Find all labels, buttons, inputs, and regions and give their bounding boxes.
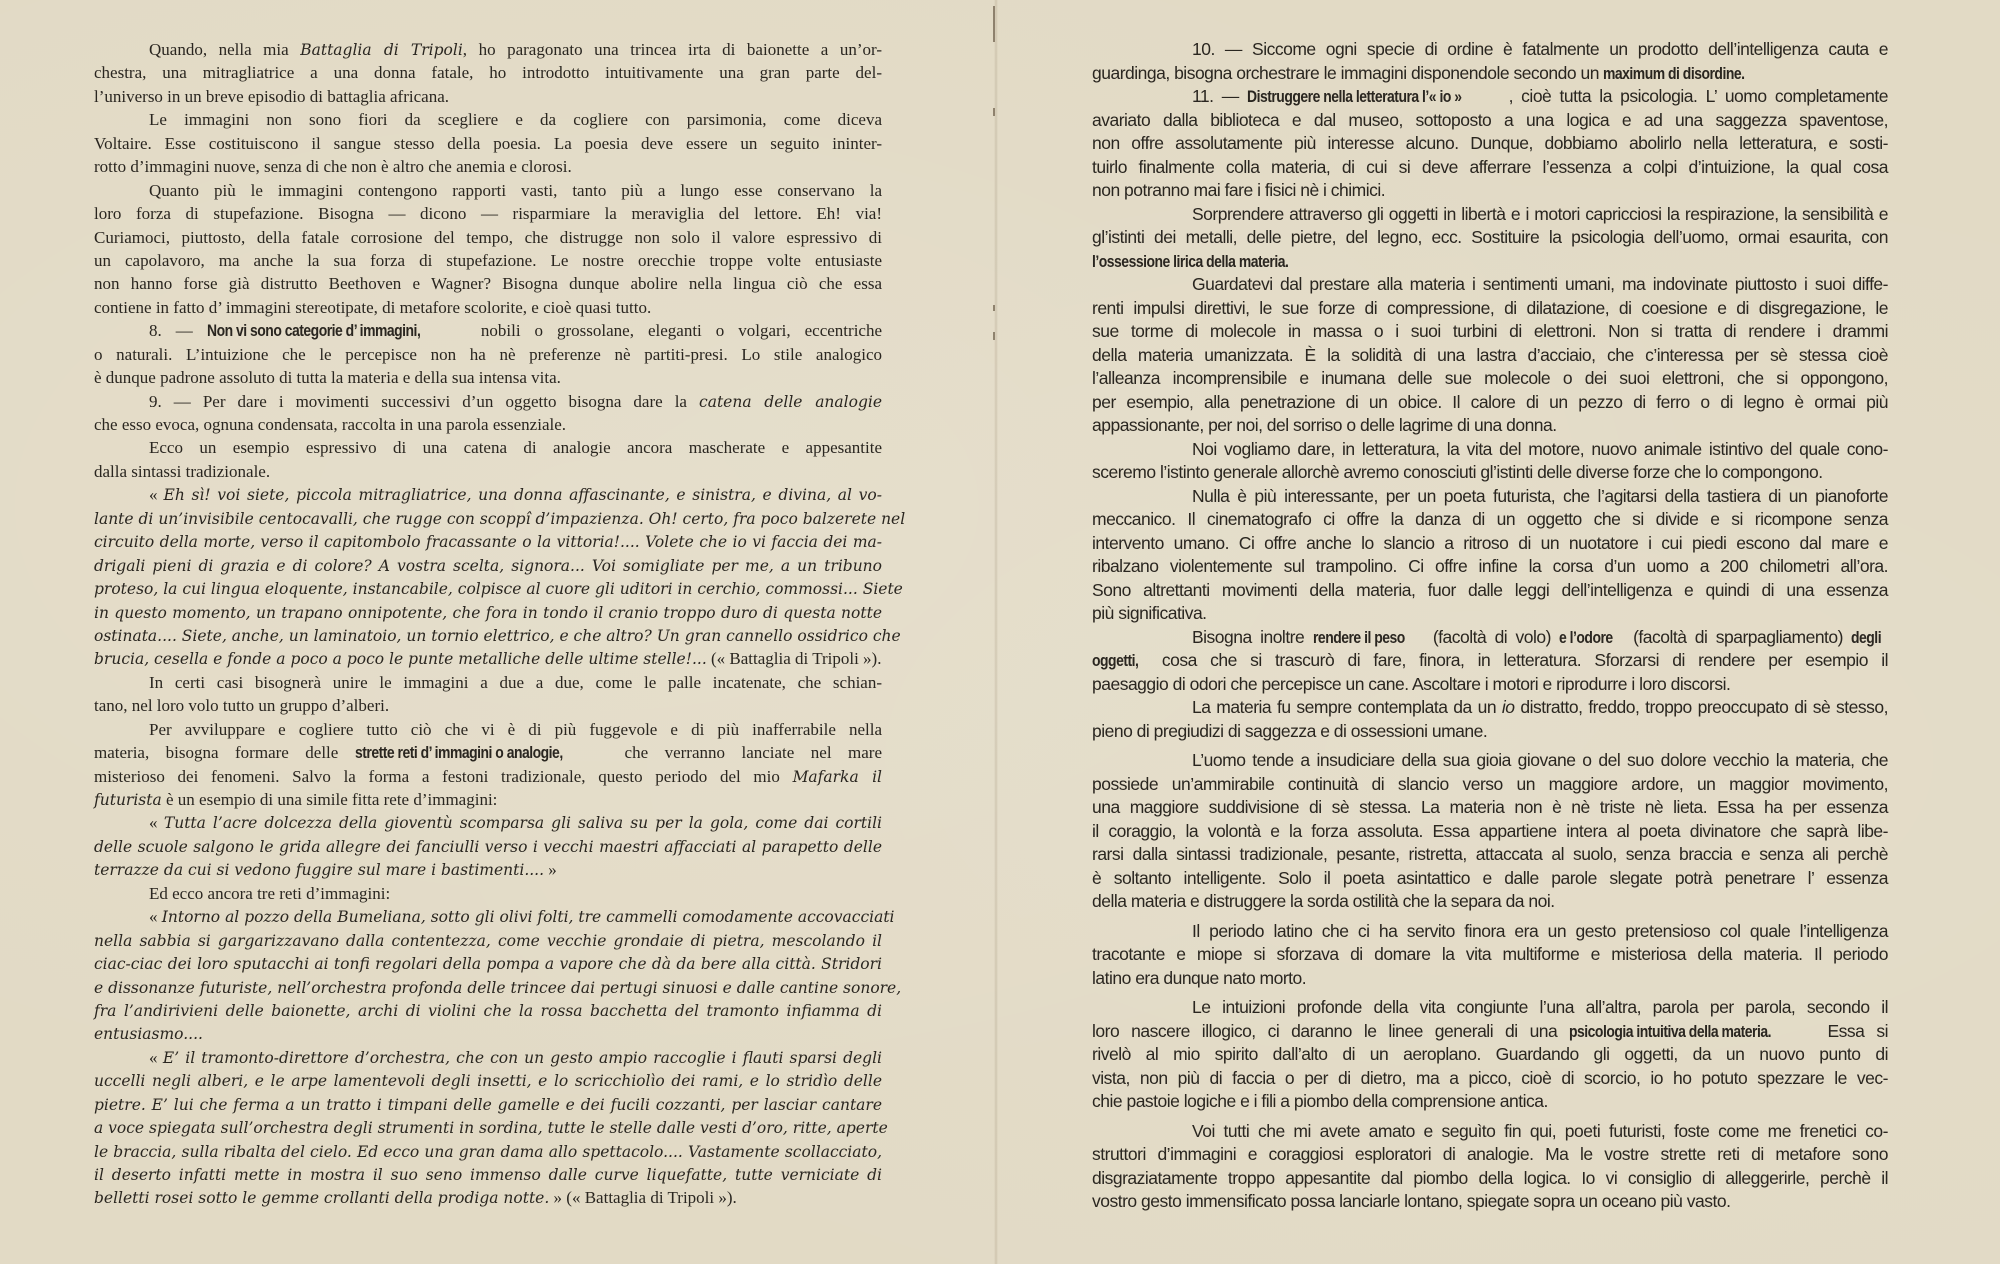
text-line	[94, 272, 882, 295]
text-line	[94, 85, 882, 108]
text-line	[1092, 843, 1888, 867]
text-run: contiene in fatto d’ immagini stereotipate, di metafore scolorite, e cioè quasi tutto.	[94, 297, 652, 317]
text-run: chestra, una mitragliatrice a una donna fatale, ho introdotto intuitivamente una gran parte del-	[94, 63, 882, 83]
text-line	[94, 319, 882, 342]
text-run: è dunque padrone assoluto di tutta la materia e della sua intensa vita.	[94, 368, 561, 388]
italic-text: a voce spiegata sull’orchestra degli strumenti in sordina, tutte le stelle dalle vesti d’oro, ritte, aperte	[94, 1119, 888, 1138]
text-run: sceremo l’istinto generale allorchè avremo conosciuti gl’istinti delle diverse forze che lo compongono.	[1092, 462, 1823, 482]
text-line	[1092, 1190, 1888, 1214]
text-line	[94, 390, 882, 413]
text-line	[1092, 967, 1888, 991]
text-line	[1092, 1143, 1888, 1167]
text-line	[1092, 226, 1888, 250]
text-line	[1092, 132, 1888, 156]
text-run: Per avviluppare e cogliere tutto ciò che vi è di più fuggevole e di più inafferrabile nella	[149, 719, 882, 739]
italic-text: uccelli negli alberi, e le arpe lamentevoli degli insetti, e lo scricchiolìo dei rami, e lo stridìo delle	[94, 1072, 882, 1091]
text-run: che esso evoca, ognuna condensata, raccolta in una parola essenziale.	[94, 415, 567, 434]
text-line	[1092, 367, 1888, 391]
italic-text: entusiasmo....	[94, 1025, 203, 1044]
paragraph	[94, 483, 906, 671]
italic-text: belletti rosei sotto le gemme crollanti della prodiga notte.	[94, 1189, 550, 1208]
text-run: Ed ecco ancora tre reti d’immagini:	[149, 883, 391, 903]
left-page	[94, 38, 906, 1210]
text-line	[94, 647, 882, 670]
italic-text: futurista	[94, 791, 162, 809]
bold-emphasis: rendere il peso	[1312, 627, 1405, 647]
text-line	[94, 765, 882, 788]
text-run: paesaggio di odori che percepisce un cane. Ascoltare i motori e riprodurre i loro discorsi.	[1092, 673, 1731, 694]
paragraph	[1092, 485, 1888, 626]
text-line	[1092, 344, 1888, 368]
bold-emphasis: oggetti,	[1092, 651, 1139, 670]
text-line	[94, 858, 882, 881]
text-run: pieno di pregiudizi di saggezza e di ossessioni umane.	[1092, 720, 1488, 741]
text-line	[94, 1163, 882, 1186]
bold-emphasis: maximum di disordine.	[1603, 63, 1745, 83]
text-line	[94, 999, 882, 1022]
bold-emphasis: strette reti d’ immagini o analogie,	[354, 743, 563, 763]
italic-text: fra l’andirivieni delle baionette, archi di violini che la rossa bacchetta del tramonto infiamma di	[94, 1001, 882, 1020]
text-line	[94, 694, 882, 717]
italic-text: Tutta l’acre dolcezza della gioventù scomparsa gli saliva su per la gola, come dai cortili	[163, 814, 882, 833]
text-run: Guardatevi dal prestare alla materia i sentimenti umani, ma indovinate piuttosto i suoi diffe-	[1192, 274, 1888, 294]
paragraph	[1092, 38, 1888, 85]
text-run: »	[544, 860, 557, 880]
text-run: è un esempio di una simile fitta rete d’immagini:	[161, 790, 498, 809]
text-line	[1092, 1090, 1888, 1114]
text-line	[94, 929, 882, 952]
text-line	[1092, 414, 1888, 438]
text-run: è soltanto intelligente. Solo il poeta asintattico e dalle parole slegate potrà penetrare l’ essenza	[1092, 867, 1888, 888]
paragraph	[94, 390, 882, 437]
italic-text: Battaglia di Tripoli	[300, 41, 463, 59]
text-run: La materia fu sempre contemplata da un	[1192, 697, 1502, 717]
text-line	[94, 835, 882, 858]
text-run: materia, bisogna formare delle	[94, 743, 355, 763]
italic-text: terrazze da cui si vedono fuggire sul mare i bastimenti....	[94, 861, 545, 880]
text-line	[1092, 649, 1888, 673]
bold-emphasis: Non vi sono categorie d’ immagini,	[206, 321, 421, 341]
text-line	[94, 530, 882, 553]
text-run: non offre assolutamente più interesse alcuno. Dunque, dobbiamo abolirlo nella letteratura, e sosti-	[1092, 133, 1888, 153]
text-run: dalla sintassi tradizionale.	[94, 461, 271, 481]
text-line	[94, 202, 882, 225]
text-run: 9. — Per dare i movimenti successivi d’un oggetto bisogna dare la	[149, 391, 700, 411]
text-line	[1092, 867, 1888, 891]
paragraph	[1092, 696, 1888, 743]
text-line	[94, 1140, 882, 1163]
italic-text: proteso, la cui lingua eloquente, instancabile, colpisce al cuore gli uditori in cerchio, commossi... Siete	[94, 580, 903, 599]
text-line	[1092, 1020, 1888, 1044]
italic-text: ostinata.... Siete, anche, un laminatoio, un tornio elettrico, e che altro? Un gran cannello ossidrico che	[94, 626, 901, 645]
text-run: rotto d’immagini nuove, senza di che non è altro che anemia e clorosi.	[94, 157, 572, 177]
text-line	[1092, 943, 1888, 967]
text-run: della materia umanizzata. È la solidità di una lastra d’acciaio, che c’interessa per sè stessa cioè	[1092, 344, 1888, 365]
text-run: Ecco un esempio espressivo di una catena di analogie ancora mascherate e appesantite	[149, 438, 882, 458]
text-run: meccanico. Il cinematografo ci offre la danza di un oggetto che si divide e si ricompone senza	[1092, 509, 1888, 529]
text-line	[1092, 749, 1888, 773]
text-run: Sono altrettanti movimenti della materia, fuor dalle leggi dell’intelligenza e quindi di una essenza	[1092, 579, 1888, 600]
text-line	[94, 905, 895, 928]
text-run: vista, non più di faccia o per di dietro, ma a picco, cioè di scorcio, io ho potuto spezzare le vec-	[1092, 1067, 1888, 1088]
paragraph	[1092, 438, 1888, 485]
fold-mark	[993, 332, 995, 340]
text-run: Nulla è più interessante, per un poeta futurista, che l’agitarsi della tastiera di un pianoforte	[1192, 485, 1888, 506]
text-line	[94, 718, 882, 741]
text-line	[94, 601, 882, 624]
text-line	[1092, 626, 1888, 650]
text-line	[94, 671, 882, 694]
text-line	[1092, 602, 1888, 626]
text-run: , cioè tutta la psicologia. L’ uomo completamente	[1508, 86, 1888, 106]
text-run: Voi tutti che mi avete amato e seguìto fin qui, poeti futuristi, foste come me frenetici co-	[1192, 1120, 1888, 1141]
text-run: per esempio, alla penetrazione di un obice. Il calore di un pezzo di ferro o di legno è ormai più	[1092, 391, 1888, 412]
paragraph	[94, 671, 882, 718]
text-run: appassionante, per noi, del sorriso o delle lagrime di una donna.	[1092, 415, 1557, 435]
text-run: ribalzano violentemente sul trampolino. Ci offre infine la corsa d’un uomo a 200 chilometri all’ora.	[1092, 556, 1888, 576]
text-line	[94, 952, 882, 975]
text-line	[1092, 438, 1888, 462]
text-run: più significativa.	[1092, 603, 1207, 623]
text-line	[94, 155, 882, 178]
text-line	[94, 624, 901, 647]
text-run: In certi casi bisognerà unire le immagini a due a due, come le palle incatenate, che schian-	[149, 672, 882, 692]
paragraph	[94, 179, 882, 320]
bold-emphasis: psicologia intuitiva della materia.	[1569, 1021, 1772, 1041]
paragraph	[1092, 920, 1888, 991]
text-run: Curiamoci, piuttosto, della fatale corrosione del tempo, che distrugge non solo il valore espressivo di	[94, 227, 882, 247]
text-run: Voltaire. Esse costituiscono il sangue stesso della poesia. La poesia deve essere un seguito ininter-	[94, 133, 882, 153]
paragraph	[1092, 626, 1888, 697]
text-run: distratto, freddo, troppo preoccupato di sè stesso,	[1514, 697, 1888, 717]
text-line	[1092, 485, 1888, 509]
text-run: 10. — Siccome ogni specie di ordine è fatalmente un prodotto dell’intelligenza cauta e	[1192, 39, 1888, 59]
paragraph	[94, 811, 882, 881]
bold-emphasis: degli	[1851, 627, 1882, 647]
text-run: «	[149, 485, 164, 505]
bold-emphasis: Distruggere nella letteratura l’« io »	[1247, 87, 1462, 106]
text-line	[1092, 920, 1888, 944]
text-line	[1092, 579, 1888, 603]
text-line	[1092, 461, 1888, 485]
text-run: non hanno forse già distrutto Beethoven e Wagner? Bisogna dunque abolire nella lingua ciò che essa	[94, 274, 882, 294]
italic-text: circuito della morte, verso il capitombolo fracassante o la vittoria!.... Volete che io vi faccia dei ma-	[94, 533, 882, 552]
text-line	[1092, 109, 1888, 133]
text-line	[94, 577, 903, 600]
text-run: misterioso dei fenomeni. Salvo la forma a festoni tradizionale, questo periodo del mio	[94, 766, 793, 786]
text-line	[1092, 250, 1888, 274]
text-line	[94, 1116, 888, 1139]
text-run: un capolavoro, ma anche la sua forza di stupefazione. Le nostre orecchie troppe volte entusiaste	[94, 250, 882, 270]
text-run: » (« Battaglia di Tripoli »).	[549, 1188, 737, 1208]
text-run: Sorprendere attraverso gli oggetti in libertà e i motori capricciosi la respirazione, la sensibilità e	[1192, 203, 1888, 224]
text-line	[1092, 996, 1888, 1020]
text-run: che verranno lanciate nel mare	[608, 743, 882, 763]
text-line	[94, 741, 882, 764]
text-run: Noi vogliamo dare, in letteratura, la vita del motore, nuovo animale istintivo del quale cono-	[1192, 438, 1888, 459]
text-run: disgraziatamente troppo appesantite dal piombo della logica. Io vi consiglio di alleggerirle, perchè il	[1092, 1167, 1888, 1188]
text-run: rarsi dalla sintassi tradizionale, pesante, ristretta, attaccata al suolo, senza braccia e senza ali perchè	[1092, 844, 1888, 864]
paragraph	[1092, 85, 1888, 203]
text-line	[1092, 273, 1888, 297]
text-run: vostro gesto immensificato possa lanciarle lontano, spiegate sopra un oceano più vasto.	[1092, 1191, 1731, 1211]
text-line	[94, 554, 882, 577]
text-run: l’alleanza incomprensibile e inumana delle sue molecole o dei suoi elettroni, che si oppongono,	[1092, 368, 1888, 388]
text-line	[94, 788, 882, 811]
text-line	[94, 1186, 882, 1209]
text-line	[94, 882, 882, 905]
italic-text: io	[1501, 697, 1515, 717]
text-line	[94, 1093, 882, 1116]
text-run: latino era dunque nato morto.	[1092, 967, 1307, 988]
text-run: nobili o grossolane, eleganti o volgari, eccentriche	[466, 321, 883, 341]
italic-text: brucia, cesella e fonde a poco a poco le punte metalliche delle ultime stelle!...	[94, 650, 707, 669]
text-run: il coraggio, la volontà e la forza assoluta. Essa appartiene intera al poeta divinatore che saprà libe-	[1092, 820, 1888, 841]
text-line	[1092, 62, 1888, 86]
paragraph	[94, 905, 902, 1046]
center-fold	[994, 0, 998, 1264]
right-page	[1092, 38, 1888, 1214]
bold-emphasis: l’ossessione lirica della materia.	[1092, 251, 1289, 271]
text-line	[1092, 1043, 1888, 1067]
text-run: loro forza di stupefazione. Bisogna — dicono — risparmiare la meraviglia del lettore. Eh! via!	[94, 204, 882, 224]
text-run: Le immagini non sono fiori da scegliere e da cogliere con parsimonia, come diceva	[149, 110, 882, 130]
text-line	[94, 343, 882, 366]
text-line	[1092, 796, 1888, 820]
text-line	[94, 413, 882, 436]
italic-text: catena delle analogie	[699, 392, 883, 411]
text-line	[94, 483, 882, 506]
paragraph	[94, 1046, 888, 1210]
text-line	[94, 249, 882, 272]
text-run: Bisogna inoltre	[1192, 626, 1313, 647]
text-line	[1092, 508, 1888, 532]
text-run: avariato dalla biblioteca e dal museo, sottoposto a una logica e ad una saggezza spaventose,	[1092, 109, 1888, 130]
text-line	[94, 460, 882, 483]
text-run: «	[149, 813, 164, 833]
text-run: tuirlo finalmente colla materia, di cui si deve afferrare l’essenza a colpi d’intuizione, la qual cosa	[1092, 156, 1888, 177]
text-line	[1092, 532, 1888, 556]
italic-text: Mafarka il	[792, 767, 882, 786]
text-line	[1092, 720, 1888, 744]
text-line	[1092, 555, 1888, 579]
text-run: 11. —	[1192, 86, 1247, 106]
text-line	[1092, 156, 1888, 180]
italic-text: lante di un’invisibile centocavalli, che rugge con scoppî d’impazienza. Oh! certo, fra poco balzerete nel	[94, 509, 906, 528]
text-run: gl’istinti dei metalli, delle pietre, del legno, ecc. Sostituire la psicologia dell’uomo, ormai esaurita, con	[1092, 227, 1888, 247]
text-line	[94, 1046, 882, 1069]
text-line	[1092, 773, 1888, 797]
text-run: , ho paragonato una trincea irta di baionette a un’or-	[462, 40, 882, 59]
text-run: (« Battaglia di Tripoli »).	[706, 649, 882, 669]
text-line	[1092, 1120, 1888, 1144]
italic-text: drigali pieni di grazia e di colore? A vostra scelta, signora... Voi somigliate per me, a un tribuno	[94, 556, 882, 575]
text-line	[94, 61, 882, 84]
italic-text: nella sabbia si gargarizzavano dalla contentezza, come vecchie grondaie di pietra, mescolando il	[94, 931, 882, 950]
paragraph	[1092, 203, 1888, 274]
text-line	[94, 811, 882, 834]
text-line	[94, 179, 882, 202]
text-line	[1092, 320, 1888, 344]
italic-text: e dissonanze futuriste, nell’orchestra profonda delle trincee dai pertugi sinuosi e dalle cantine sonore,	[94, 978, 902, 997]
text-run: Quando, nella mia	[149, 40, 301, 59]
text-line	[1092, 297, 1888, 321]
text-line	[1092, 38, 1888, 62]
text-line	[94, 436, 882, 459]
paragraph	[1092, 1120, 1888, 1214]
paragraph	[1092, 749, 1888, 914]
text-line	[1092, 820, 1888, 844]
paragraph	[94, 718, 882, 812]
paragraph	[94, 108, 882, 178]
italic-text: delle scuole salgono le grida allegre dei fanciulli verso i vecchi maestri affacciati al parapetto delle	[94, 837, 882, 856]
text-line	[1092, 1067, 1888, 1091]
text-line	[1092, 1167, 1888, 1191]
text-line	[1092, 696, 1888, 720]
paragraph	[94, 38, 882, 108]
text-line	[94, 507, 906, 530]
italic-text: il deserto infatti mette in mostra il suo seno immenso dalle curve liquefatte, tutte verniciate di	[94, 1166, 882, 1184]
italic-text: pietre. E’ lui che ferma a un tratto i timpani delle gamelle e dei fucili cozzanti, per lasciar cantare	[94, 1095, 882, 1114]
paragraph	[1092, 996, 1888, 1114]
text-line	[1092, 203, 1888, 227]
italic-text: le braccia, sulla ribalta del cielo. Ed ecco una gran dama allo spettacolo.... Vastamente scollacciato,	[94, 1142, 882, 1161]
text-run: Essa si	[1815, 1020, 1888, 1041]
text-line	[94, 38, 882, 61]
text-line	[94, 976, 902, 999]
fold-mark	[993, 6, 995, 42]
text-line	[1092, 673, 1888, 697]
text-run: tano, nel loro volo tutto un gruppo d’alberi.	[94, 696, 390, 716]
text-line	[94, 108, 882, 131]
text-run: (facoltà di volo)	[1424, 626, 1560, 647]
text-run: L’uomo tende a insudiciare della sua gioia giovane o del suo dolore vecchio la materia, che	[1192, 750, 1888, 770]
text-run: renti impulsi direttivi, le sue forze di compressione, di dilatazione, di coesione e di disgregazione, le	[1092, 297, 1888, 318]
text-run: guardinga, bisogna orchestrare le immagini disponendole secondo un	[1092, 62, 1604, 83]
paragraph	[94, 436, 882, 483]
text-line	[94, 1069, 882, 1092]
text-run: loro nascere illogico, ci daranno le linee generali di una	[1092, 1020, 1570, 1041]
text-run: cosa che si trascurò di fare, finora, in letteratura. Sforzarsi di rendere per esempio il	[1148, 650, 1888, 670]
text-run: struttori d’immagini e coraggiosi esploratori di analogie. Ma le vostre strette reti di metafore sono	[1092, 1144, 1888, 1164]
text-run: 8. —	[149, 321, 207, 341]
text-line	[1092, 391, 1888, 415]
text-line	[94, 1022, 882, 1045]
bold-emphasis: e l’odore	[1559, 627, 1613, 647]
text-run: rivelò al mio spirito dall’alto di un aeroplano. Guardando gli oggetti, da un nuovo punto di	[1092, 1044, 1888, 1064]
italic-text: Eh sì! voi siete, piccola mitragliatrice, una donna affascinante, e sinistra, e divina, al vo-	[163, 486, 883, 505]
text-line	[1092, 85, 1888, 109]
text-line	[1092, 179, 1888, 203]
text-line	[1092, 890, 1888, 914]
paragraph	[1092, 273, 1888, 438]
text-line	[94, 296, 882, 319]
paragraph	[94, 319, 882, 389]
text-run: «	[149, 907, 162, 927]
text-run: Quanto più le immagini contengono rapporti vasti, tanto più a lungo esse conservano la	[149, 180, 882, 200]
text-run: (facoltà di sparpagliamento)	[1624, 626, 1852, 647]
italic-text: in questo momento, un trapano onnipotente, che fora in tondo il cranio troppo duro di questa notte	[94, 603, 882, 622]
text-run: Il periodo latino che ci ha servito finora era un gesto pretensioso col quale l’intelligenza	[1192, 920, 1888, 941]
text-run: o naturali. L’intuizione che le percepisce non ha nè preferenze nè partiti-presi. Lo stile analogico	[94, 344, 882, 364]
text-run: tracotante e miope si sforzava di domare la vita multiforme e misteriosa della materia. Il periodo	[1092, 944, 1888, 964]
text-run: della materia e distruggere la sorda ostilità che la separa da noi.	[1092, 891, 1555, 911]
text-run: l’universo in un breve episodio di battaglia africana.	[94, 86, 449, 106]
text-run: sue torme di molecole in massa o i suoi turbini di elettroni. Non si tratta di rendere i drammi	[1092, 321, 1888, 341]
text-run: intervento umano. Ci offre anche lo slancio a ritroso di un nuotatore i cui piedi escono dal mare e	[1092, 532, 1888, 553]
paragraph	[94, 882, 882, 905]
text-run: «	[149, 1047, 163, 1067]
italic-text: Intorno al pozzo della Bumeliana, sotto gli olivi folti, tre cammelli comodamente accovacciati	[161, 908, 895, 927]
text-run: non potranno mai fare i fisici nè i chimici.	[1092, 180, 1386, 200]
italic-text: E’ il tramonto-direttore d’orchestra, che con un gesto ampio raccoglie i flauti sparsi degli	[162, 1048, 883, 1067]
text-run: possiede un’ammirabile continuità di slancio verso un maggiore ardore, un maggior movimento,	[1092, 773, 1888, 794]
text-line	[94, 132, 882, 155]
text-run: Le intuizioni profonde della vita congiunte l’una all’altra, parola per parola, secondo il	[1192, 997, 1888, 1017]
italic-text: ciac-ciac dei loro sputacchi ai tonfi regolari della pompa a vapore che dà da bere alla città. Stridori	[94, 955, 882, 974]
text-line	[94, 366, 882, 389]
fold-mark	[993, 108, 995, 116]
fold-mark	[993, 305, 995, 311]
text-run: una maggiore suddivisione di sè stessa. La materia non è nè triste nè lieta. Essa ha per essenza	[1092, 797, 1888, 817]
text-line	[94, 226, 882, 249]
text-run: chie pastoie logiche e i fili a piombo della comprensione antica.	[1092, 1091, 1548, 1111]
